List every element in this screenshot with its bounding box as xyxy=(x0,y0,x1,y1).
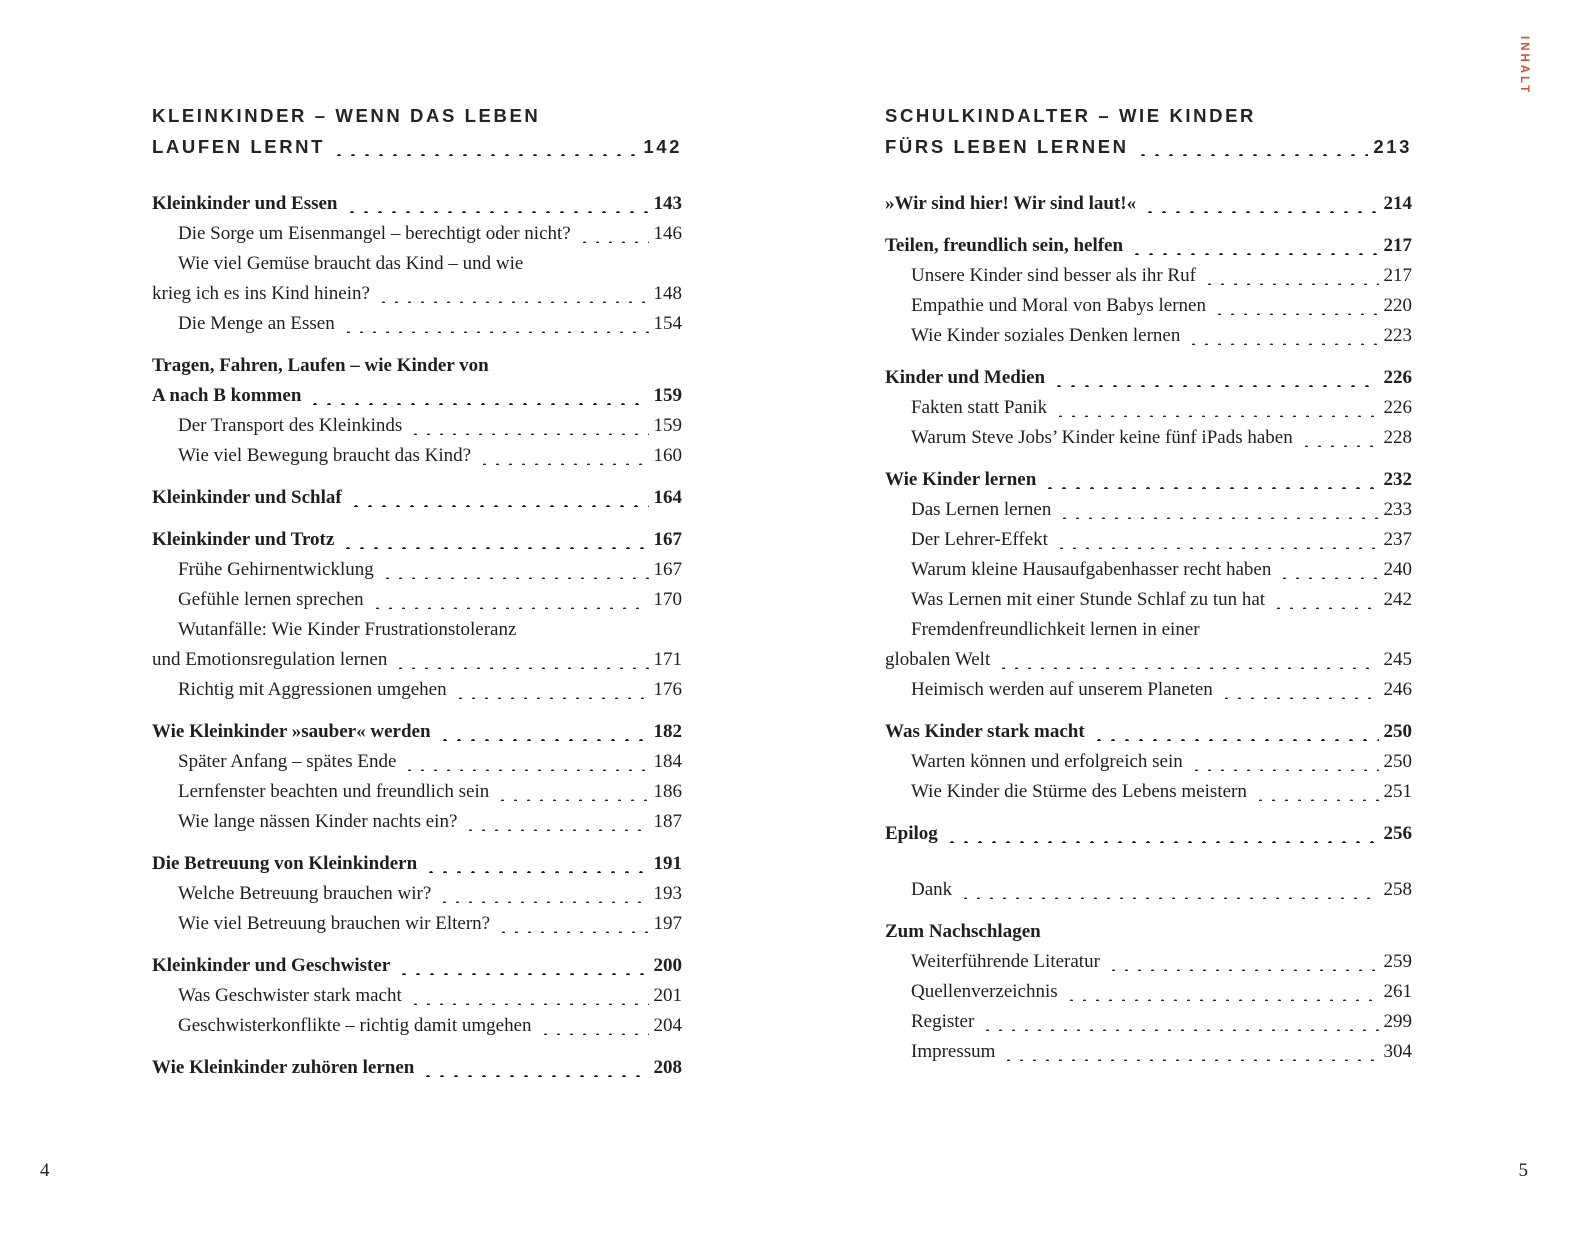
toc-entry-page: 154 xyxy=(653,313,682,334)
toc-entry-page: 143 xyxy=(653,193,682,214)
toc-entry xyxy=(152,1053,682,1083)
toc-section xyxy=(885,189,1412,219)
toc-entry-label: »Wir sind hier! Wir sind laut!« xyxy=(885,193,1137,214)
dot-leader xyxy=(1055,525,1379,555)
toc-entry xyxy=(152,441,682,471)
dot-leader xyxy=(1130,231,1378,261)
toc-entry-page: 258 xyxy=(1383,879,1412,900)
toc-entry-label: Kleinkinder und Trotz xyxy=(152,529,335,550)
toc-entry-label: Richtig mit Aggressionen umgehen xyxy=(178,679,447,700)
toc-entry-label: Kleinkinder und Schlaf xyxy=(152,487,342,508)
toc-entry-page: 259 xyxy=(1383,951,1412,972)
toc-entry xyxy=(152,219,682,249)
toc-entry xyxy=(885,717,1412,747)
toc-entry-label: Wie viel Betreuung brauchen wir Eltern? xyxy=(178,913,491,934)
dot-leader xyxy=(1058,495,1378,525)
toc-section xyxy=(885,465,1412,705)
dot-leader xyxy=(981,1007,1378,1037)
dot-leader xyxy=(1107,947,1379,977)
dot-leader xyxy=(1220,675,1379,705)
toc-entry xyxy=(152,879,682,909)
toc-section xyxy=(885,231,1412,351)
toc-entry-label: Warum kleine Hausaufgabenhasser recht haben xyxy=(911,559,1272,580)
toc-section xyxy=(152,351,682,471)
toc-entry-label: Gefühle lernen sprechen xyxy=(178,589,364,610)
toc-entry-label: globalen Welt xyxy=(885,649,991,670)
toc-entry-page: 182 xyxy=(653,721,682,742)
toc-section xyxy=(152,849,682,939)
toc-entry-page: 208 xyxy=(653,1057,682,1078)
dot-leader xyxy=(421,1053,648,1083)
toc-entry-page: 197 xyxy=(653,913,682,934)
toc-section xyxy=(152,1053,682,1083)
toc-entry-page: 148 xyxy=(653,283,682,304)
toc-entry-page: 159 xyxy=(653,415,682,436)
toc-entry-label: Register xyxy=(911,1011,975,1032)
dot-leader xyxy=(1272,585,1378,615)
toc-entry xyxy=(885,231,1412,261)
toc-entry-label: Was Geschwister stark macht xyxy=(178,985,402,1006)
toc-entry xyxy=(152,849,682,879)
toc-entry xyxy=(152,717,682,747)
toc-entry-page: 240 xyxy=(1383,559,1412,580)
toc-entry xyxy=(885,261,1412,291)
dot-leader xyxy=(539,1011,649,1041)
toc-entry-label: Unsere Kinder sind besser als ihr Ruf xyxy=(911,265,1196,286)
dot-leader xyxy=(1300,423,1379,453)
dot-leader xyxy=(496,777,648,807)
dot-leader xyxy=(1043,465,1378,495)
toc-entry xyxy=(885,189,1412,219)
toc-entry-page: 186 xyxy=(653,781,682,802)
dot-leader xyxy=(1143,189,1378,219)
toc-sections-right xyxy=(885,189,1412,1067)
toc-entry xyxy=(152,585,682,615)
toc-entry-label: Wutanfälle: Wie Kinder Frustrationstoleranz xyxy=(178,619,517,640)
dot-leader xyxy=(377,279,649,309)
toc-entry-page: 217 xyxy=(1383,265,1412,286)
toc-entry-label: Die Menge an Essen xyxy=(178,313,335,334)
toc-entry xyxy=(885,1007,1412,1037)
chapter-header-line2 xyxy=(885,131,1412,162)
page-number-left: 4 xyxy=(40,1160,50,1181)
toc-entry-label: Epilog xyxy=(885,823,938,844)
toc-section xyxy=(885,917,1412,1067)
dot-leader xyxy=(497,909,648,939)
toc-entry xyxy=(152,1011,682,1041)
dot-leader xyxy=(1092,717,1379,747)
dot-leader xyxy=(397,951,648,981)
toc-entry-label: Die Betreuung von Kleinkindern xyxy=(152,853,418,874)
toc-entry-page: 187 xyxy=(653,811,682,832)
toc-entry-label: Was Lernen mit einer Stunde Schlaf zu tun hat xyxy=(911,589,1266,610)
toc-entry xyxy=(885,1037,1412,1067)
chapter-title: LAUFEN LERNT xyxy=(152,136,326,157)
dot-leader xyxy=(409,411,648,441)
toc-entry-page: 226 xyxy=(1383,397,1412,418)
toc-entry-label: Fakten statt Panik xyxy=(911,397,1048,418)
dot-leader xyxy=(997,645,1378,675)
chapter-header-right xyxy=(885,100,1412,162)
dot-leader xyxy=(1278,555,1378,585)
toc-entry-page: 261 xyxy=(1383,981,1412,1002)
toc-entry-page: 167 xyxy=(653,559,682,580)
toc-entry-page: 226 xyxy=(1383,367,1412,388)
toc-entry-label: Weiterführende Literatur xyxy=(911,951,1100,972)
toc-section xyxy=(885,875,1412,905)
dot-leader xyxy=(438,879,648,909)
dot-leader xyxy=(454,675,649,705)
toc-entry-label: Geschwisterkonflikte – richtig damit umgehen xyxy=(178,1015,532,1036)
toc-entry-label: Tragen, Fahren, Laufen – wie Kinder von xyxy=(152,355,489,376)
toc-entry-label: Der Transport des Kleinkinds xyxy=(178,415,403,436)
toc-entry xyxy=(885,615,1412,645)
toc-entry xyxy=(885,393,1412,423)
toc-entry-label: Kleinkinder und Geschwister xyxy=(152,955,391,976)
toc-entry-label: Dank xyxy=(911,879,953,900)
dot-leader xyxy=(1187,321,1378,351)
toc-entry-label: Welche Betreuung brauchen wir? xyxy=(178,883,432,904)
toc-entry xyxy=(885,525,1412,555)
toc-entry-label: Fremdenfreundlichkeit lernen in einer xyxy=(911,619,1200,640)
toc-entry-page: 228 xyxy=(1383,427,1412,448)
toc-entry-label: Wie Kinder soziales Denken lernen xyxy=(911,325,1181,346)
toc-entry-label: Wie lange nässen Kinder nachts ein? xyxy=(178,811,458,832)
toc-entry-label: Wie Kinder lernen xyxy=(885,469,1037,490)
toc-entry-label: Die Sorge um Eisenmangel – berechtigt oder nicht? xyxy=(178,223,571,244)
toc-entry-label: Zum Nachschlagen xyxy=(885,921,1041,942)
toc-entry-page: 250 xyxy=(1383,721,1412,742)
toc-entry-label: Der Lehrer-Effekt xyxy=(911,529,1048,550)
toc-entry xyxy=(152,525,682,555)
toc-entry-page: 204 xyxy=(653,1015,682,1036)
dot-leader xyxy=(371,585,649,615)
toc-entry xyxy=(885,585,1412,615)
toc-entry-page: 171 xyxy=(653,649,682,670)
toc-entry-page: 146 xyxy=(653,223,682,244)
toc-section xyxy=(152,525,682,705)
toc-entry xyxy=(885,495,1412,525)
toc-entry xyxy=(152,747,682,777)
toc-entry-label: und Emotionsregulation lernen xyxy=(152,649,388,670)
toc-entry-page: 251 xyxy=(1383,781,1412,802)
toc-entry xyxy=(885,423,1412,453)
dot-leader xyxy=(959,875,1378,905)
toc-entry-page: 193 xyxy=(653,883,682,904)
chapter-title: KLEINKINDER – WENN DAS LEBEN xyxy=(152,105,541,126)
dot-leader xyxy=(578,219,649,249)
dot-leader xyxy=(478,441,648,471)
toc-entry xyxy=(885,675,1412,705)
toc-entry xyxy=(885,321,1412,351)
dot-leader xyxy=(464,807,648,837)
toc-entry-label: Wie viel Gemüse braucht das Kind – und wie xyxy=(178,253,524,274)
toc-section xyxy=(152,717,682,837)
toc-entry-page: 220 xyxy=(1383,295,1412,316)
dot-leader xyxy=(1203,261,1379,291)
toc-entry xyxy=(152,189,682,219)
toc-entry-page: 167 xyxy=(653,529,682,550)
toc-entry-label: Impressum xyxy=(911,1041,996,1062)
toc-entry xyxy=(885,747,1412,777)
toc-section xyxy=(152,189,682,339)
toc-entry-page: 242 xyxy=(1383,589,1412,610)
toc-entry-page: 160 xyxy=(653,445,682,466)
toc-entry xyxy=(885,917,1412,947)
toc-section xyxy=(885,363,1412,453)
toc-entry-page: 214 xyxy=(1383,193,1412,214)
toc-entry-page: 184 xyxy=(653,751,682,772)
toc-entry xyxy=(152,909,682,939)
toc-entry-label: Teilen, freundlich sein, helfen xyxy=(885,235,1124,256)
toc-entry xyxy=(885,363,1412,393)
dot-leader xyxy=(394,645,648,675)
toc-entry-label: Warten können und erfolgreich sein xyxy=(911,751,1183,772)
toc-entry xyxy=(152,411,682,441)
toc-entry xyxy=(152,981,682,1011)
toc-entry-label: Empathie und Moral von Babys lernen xyxy=(911,295,1206,316)
toc-entry-label: Frühe Gehirnentwicklung xyxy=(178,559,374,580)
toc-entry xyxy=(152,951,682,981)
chapter-header-line1 xyxy=(152,100,682,131)
toc-entry xyxy=(885,947,1412,977)
toc-entry xyxy=(152,279,682,309)
dot-leader xyxy=(349,483,649,513)
toc-entry-label: Lernfenster beachten und freundlich sein xyxy=(178,781,490,802)
toc-entry-page: 176 xyxy=(653,679,682,700)
toc-entry xyxy=(152,777,682,807)
dot-leader xyxy=(1190,747,1379,777)
toc-entry-page: 223 xyxy=(1383,325,1412,346)
toc-entry-label: Wie Kleinkinder zuhören lernen xyxy=(152,1057,415,1078)
toc-entry-label: Später Anfang – spätes Ende xyxy=(178,751,397,772)
toc-entry-label: A nach B kommen xyxy=(152,385,302,406)
dot-leader xyxy=(1054,393,1378,423)
toc-entry xyxy=(885,465,1412,495)
toc-entry-label: Heimisch werden auf unserem Planeten xyxy=(911,679,1213,700)
toc-entry xyxy=(152,381,682,411)
toc-entry-page: 299 xyxy=(1383,1011,1412,1032)
toc-entry-label: Wie viel Bewegung braucht das Kind? xyxy=(178,445,472,466)
dot-leader xyxy=(1254,777,1379,807)
toc-entry xyxy=(152,309,682,339)
toc-entry xyxy=(885,777,1412,807)
chapter-header-line1 xyxy=(885,100,1412,131)
toc-section xyxy=(152,483,682,513)
dot-leader xyxy=(345,189,649,219)
toc-entry-page: 164 xyxy=(653,487,682,508)
toc-section xyxy=(885,717,1412,807)
toc-entry-label: Kinder und Medien xyxy=(885,367,1046,388)
toc-entry xyxy=(152,645,682,675)
toc-entry-page: 232 xyxy=(1383,469,1412,490)
page-number-right: 5 xyxy=(1518,1160,1528,1181)
toc-entry-page: 217 xyxy=(1383,235,1412,256)
dot-leader xyxy=(424,849,648,879)
dot-leader xyxy=(1065,977,1379,1007)
toc-section xyxy=(152,951,682,1041)
dot-leader xyxy=(438,717,649,747)
toc-entry-label: Warum Steve Jobs’ Kinder keine fünf iPads haben xyxy=(911,427,1293,448)
chapter-page: 213 xyxy=(1373,136,1412,157)
toc-entry xyxy=(152,483,682,513)
toc-entry-page: 200 xyxy=(653,955,682,976)
dot-leader xyxy=(1002,1037,1378,1067)
dot-leader xyxy=(308,381,648,411)
toc-entry-page: 237 xyxy=(1383,529,1412,550)
toc-entry-page: 233 xyxy=(1383,499,1412,520)
chapter-header-line2 xyxy=(152,131,682,162)
chapter-page: 142 xyxy=(643,136,682,157)
toc-entry xyxy=(885,555,1412,585)
toc-entry-page: 256 xyxy=(1383,823,1412,844)
toc-entry-label: Kleinkinder und Essen xyxy=(152,193,338,214)
toc-entry xyxy=(152,615,682,645)
toc-entry-page: 246 xyxy=(1383,679,1412,700)
toc-entry xyxy=(152,675,682,705)
toc-column-left xyxy=(152,100,682,1095)
toc-entry-page: 250 xyxy=(1383,751,1412,772)
toc-entry-label: krieg ich es ins Kind hinein? xyxy=(152,283,370,304)
dot-leader xyxy=(1052,363,1378,393)
toc-sections-left xyxy=(152,189,682,1083)
toc-entry xyxy=(152,351,682,381)
toc-entry-label: Wie Kinder die Stürme des Lebens meistern xyxy=(911,781,1247,802)
toc-entry xyxy=(885,645,1412,675)
running-head-inhalt: INHALT xyxy=(1518,36,1530,96)
toc-entry xyxy=(885,819,1412,849)
toc-entry-page: 159 xyxy=(653,385,682,406)
dot-leader xyxy=(945,819,1379,849)
toc-entry xyxy=(152,249,682,279)
dot-leader xyxy=(409,981,649,1011)
dot-leader xyxy=(403,747,648,777)
dot-leader xyxy=(332,131,638,162)
chapter-title: SCHULKINDALTER – WIE KINDER xyxy=(885,105,1256,126)
toc-entry xyxy=(885,291,1412,321)
dot-leader xyxy=(341,525,648,555)
toc-entry xyxy=(152,555,682,585)
dot-leader xyxy=(342,309,649,339)
toc-entry-page: 170 xyxy=(653,589,682,610)
dot-leader xyxy=(1213,291,1379,321)
toc-column-right xyxy=(885,100,1412,1079)
toc-section xyxy=(885,819,1412,849)
toc-entry-label: Wie Kleinkinder »sauber« werden xyxy=(152,721,431,742)
toc-entry xyxy=(152,807,682,837)
toc-entry xyxy=(885,977,1412,1007)
toc-entry xyxy=(885,875,1412,905)
dot-leader xyxy=(381,555,649,585)
dot-leader xyxy=(1136,131,1369,162)
toc-entry-page: 245 xyxy=(1383,649,1412,670)
toc-entry-page: 201 xyxy=(653,985,682,1006)
chapter-header-left xyxy=(152,100,682,162)
toc-entry-label: Was Kinder stark macht xyxy=(885,721,1085,742)
chapter-title: FÜRS LEBEN LERNEN xyxy=(885,136,1129,157)
toc-entry-label: Das Lernen lernen xyxy=(911,499,1052,520)
toc-entry-page: 304 xyxy=(1383,1041,1412,1062)
toc-entry-label: Quellenverzeichnis xyxy=(911,981,1058,1002)
toc-entry-page: 191 xyxy=(653,853,682,874)
